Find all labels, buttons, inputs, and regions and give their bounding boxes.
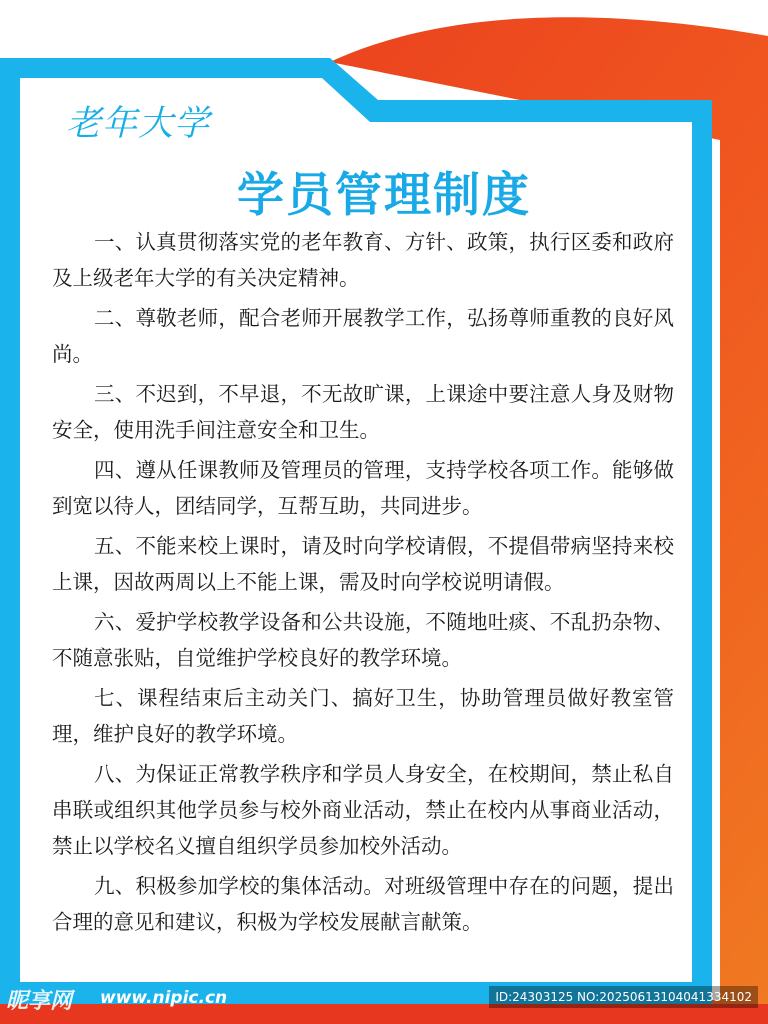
rule-item: 五、不能来校上课时，请及时向学校请假，不提倡带病坚持来校上课，因故两周以上不能上课，需及时向学校说明请假。 <box>52 534 674 594</box>
watermark-logo: 昵享网 <box>6 989 73 1014</box>
rule-item: 六、爱护学校教学设备和公共设施，不随地吐痰、不乱扔杂物、不随意张贴，自觉维护学校良好的教学环境。 <box>52 610 674 670</box>
rule-item: 二、尊敬老师，配合老师开展教学工作，弘扬尊师重教的良好风尚。 <box>52 306 674 366</box>
rules-list <box>52 224 674 944</box>
rule-item: 九、积极参加学校的集体活动。对班级管理中存在的问题，提出合理的意见和建议，积极为学校发展献言献策。 <box>52 874 674 934</box>
rule-item: 八、为保证正常教学秩序和学员人身安全，在校期间，禁止私自串联或组织其他学员参与校外商业活动，禁止在校内从事商业活动，禁止以学校名义擅自组织学员参加校外活动。 <box>52 762 674 858</box>
watermark-id: ID:24303125 NO:20250613104041334102 <box>489 986 758 1008</box>
rule-item: 一、认真贯彻落实党的老年教育、方针、政策，执行区委和政府及上级老年大学的有关决定精神。 <box>52 230 674 290</box>
rule-item: 四、遵从任课教师及管理员的管理，支持学校各项工作。能够做到宽以待人，团结同学，互帮互助，共同进步。 <box>52 458 674 518</box>
rule-item: 三、不迟到，不早退，不无故旷课，上课途中要注意人身及财物安全，使用洗手间注意安全和卫生。 <box>52 382 674 442</box>
rule-item: 七、课程结束后主动关门、搞好卫生，协助管理员做好教室管理，维护良好的教学环境。 <box>52 686 674 746</box>
brand-text: 老年大学 <box>66 104 211 144</box>
page-title: 学员管理制度 <box>237 168 531 223</box>
watermark-url[interactable]: www.nipic.cn <box>100 988 228 1008</box>
